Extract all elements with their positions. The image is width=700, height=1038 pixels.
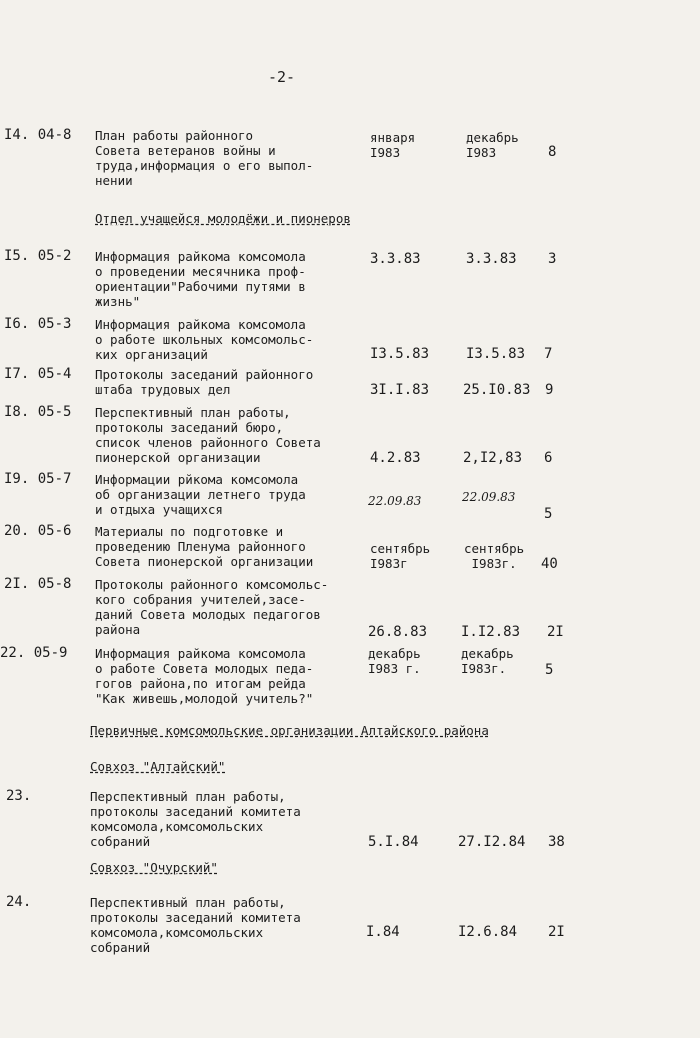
entry-number: 2I. 05-8 <box>4 576 72 592</box>
entry-end-date: I3.5.83 <box>466 346 526 362</box>
entry-title: План работы районного Совета ветеранов войны и труда,информация о его выпол- нении <box>95 128 314 188</box>
entry-number: I6. 05-3 <box>4 316 72 332</box>
entry-number: 20. 05-6 <box>4 523 72 539</box>
entry-title: Материалы по подготовке и проведению Пленума районного Совета пионерской организации <box>95 524 314 569</box>
entry-sheets: 7 <box>544 346 553 362</box>
entry-start-date: 26.8.83 <box>368 624 428 640</box>
entry-number: I9. 05-7 <box>4 471 72 487</box>
entry-title: Перспективный план работы, протоколы заседаний бюро, список членов районного Совета пионерской организации <box>95 405 321 465</box>
entry-start-date: 5.I.84 <box>368 834 419 850</box>
entry-end-date: 2,I2,83 <box>463 450 523 466</box>
entry-title: Перспективный план работы, протоколы заседаний комитета комсомола,комсомольских собраний <box>90 895 301 955</box>
entry-title: Информации рйкома комсомола об организации летнего труда и отдыха учащихся <box>95 472 306 517</box>
entry-title: Протоколы заседаний районного штаба трудовых дел <box>95 367 314 397</box>
entry-end-date: I2.6.84 <box>458 924 518 940</box>
entry-start-date: сентябрь I983г <box>370 541 431 571</box>
entry-sheets: 2I <box>548 924 565 940</box>
entry-sheets: 2I <box>547 624 564 640</box>
entry-sheets: 38 <box>548 834 565 850</box>
entry-sheets: 5 <box>544 506 553 522</box>
entry-title: Информация райкома комсомола о работе Совета молодых педа- гогов района,по итогам рейда "Как живешь,молодой учитель?" <box>95 646 314 706</box>
entry-sheets: 5 <box>545 662 554 678</box>
entry-title: Информация райкома комсомола о работе школьных комсомольс- ких организаций <box>95 317 314 362</box>
entry-number: 22. 05-9 <box>0 645 68 661</box>
entry-number: 24. <box>6 894 32 910</box>
entry-end-date: сентябрь I983г. <box>464 541 525 571</box>
entry-title: Информация райкома комсомола о проведении месячника проф- ориентации"Рабочими путями в жизнь" <box>95 249 306 309</box>
entry-sheets: 9 <box>545 382 554 398</box>
entry-start-date: I3.5.83 <box>370 346 430 362</box>
entry-title: Протоколы районного комсомольс- кого собрания учителей,засе- даний Совета молодых педагогов района <box>95 577 329 637</box>
entry-end-date: 25.I0.83 <box>463 382 531 398</box>
section-heading: Совхоз "Алтайский" <box>90 759 226 774</box>
entry-number: I7. 05-4 <box>4 366 72 382</box>
entry-number: I5. 05-2 <box>4 248 72 264</box>
entry-start-date: декабрь I983 г. <box>368 646 421 676</box>
entry-title: Перспективный план работы, протоколы заседаний комитета комсомола,комсомольских собраний <box>90 789 301 849</box>
section-heading: Отдел учащейся молодёжи и пионеров <box>95 211 351 226</box>
entry-sheets: 6 <box>544 450 553 466</box>
entry-number: 23. <box>6 788 32 804</box>
entry-start-date: 4.2.83 <box>370 450 421 466</box>
entry-end-date: 3.3.83 <box>466 251 517 267</box>
entry-start-date: I.84 <box>366 924 400 940</box>
entry-end-date: I.I2.83 <box>461 624 521 640</box>
entry-end-date: 22.09.83 <box>462 490 516 504</box>
entry-sheets: 40 <box>541 556 558 572</box>
entry-number: I8. 05-5 <box>4 404 72 420</box>
entry-end-date: декабрь I983 <box>466 130 519 160</box>
page-number: -2- <box>268 68 296 86</box>
section-heading: Первичные комсомольские организации Алтайского района <box>90 723 489 738</box>
entry-end-date: 27.I2.84 <box>458 834 526 850</box>
section-heading: Совхоз "Очурский" <box>90 860 218 875</box>
entry-number: I4. 04-8 <box>4 127 72 143</box>
entry-start-date: 3I.I.83 <box>370 382 430 398</box>
entry-start-date: января I983 <box>370 130 416 160</box>
entry-sheets: 8 <box>548 144 557 160</box>
entry-start-date: 3.3.83 <box>370 251 421 267</box>
entry-start-date: 22.09.83 <box>368 494 422 508</box>
entry-end-date: декабрь I983г. <box>461 646 514 676</box>
entry-sheets: 3 <box>548 251 557 267</box>
